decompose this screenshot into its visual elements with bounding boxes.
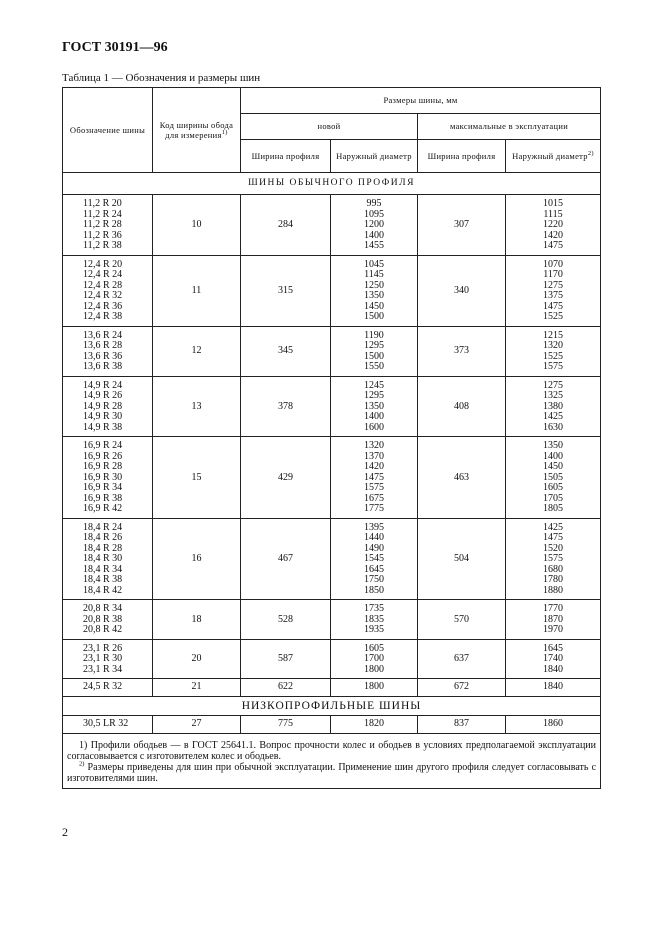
cell-value: 11,2 R 38 <box>83 240 122 251</box>
cell-value: 12,4 R 38 <box>83 311 123 322</box>
cell-value: 1400 <box>543 450 563 462</box>
cell-value: 18,4 R 28 <box>83 542 123 554</box>
cell-value: 1705 <box>543 492 563 504</box>
diameter-max-list <box>506 518 601 600</box>
tire-designation: 30,5 LR 32 <box>63 716 153 734</box>
cell-value: 1775 <box>364 503 384 514</box>
header-rim-code <box>153 88 241 173</box>
diameter-max-list <box>506 437 601 519</box>
width-new: 467 <box>241 518 331 600</box>
cell-value: 1505 <box>543 471 563 483</box>
cell-value: 16,9 R 34 <box>83 482 123 493</box>
footnote-ref-2: 2) <box>587 149 594 157</box>
table-row <box>63 195 601 256</box>
cell-value: 1190 <box>364 329 384 341</box>
cell-value: 1400 <box>364 229 384 241</box>
cell-value: 12,4 R 32 <box>83 290 123 301</box>
width-max: 373 <box>418 326 506 376</box>
cell-value: 1805 <box>543 503 563 514</box>
cell-value: 1840 <box>543 681 563 693</box>
cell-value: 18,4 R 26 <box>83 532 123 543</box>
width-max: 463 <box>418 437 506 519</box>
cell-value: 1780 <box>543 574 563 585</box>
cell-value: 1970 <box>543 624 563 635</box>
cell-value: 11,2 R 36 <box>83 229 122 241</box>
width-max: 637 <box>418 639 506 679</box>
footnote-ref-1: 1) <box>221 129 228 137</box>
cell-value: 1750 <box>364 574 384 585</box>
width-max: 837 <box>418 716 506 734</box>
cell-value: 1295 <box>364 340 384 351</box>
tire-designation-list <box>63 376 153 437</box>
section-low-profile: НИЗКОПРОФИЛЬНЫЕ ШИНЫ <box>63 697 601 716</box>
cell-value: 1275 <box>543 279 563 291</box>
diameter-new-list <box>331 195 418 256</box>
cell-value: 1850 <box>364 584 384 596</box>
cell-value: 1605 <box>543 482 563 493</box>
table-body <box>63 195 601 697</box>
cell-value: 1325 <box>543 390 563 401</box>
width-max: 504 <box>418 518 506 600</box>
cell-value: 1680 <box>543 563 563 575</box>
cell-value: 24,5 R 32 <box>83 681 123 693</box>
cell-value: 1545 <box>364 553 384 564</box>
cell-value: 23,1 R 26 <box>83 642 123 654</box>
cell-value: 1320 <box>364 440 384 451</box>
table-row <box>63 255 601 326</box>
rim-code: 21 <box>153 679 241 697</box>
width-new: 587 <box>241 639 331 679</box>
rim-code: 18 <box>153 600 241 640</box>
cell-value: 1245 <box>364 379 384 391</box>
tire-designation-list <box>63 195 153 256</box>
tire-designation-list <box>63 600 153 640</box>
cell-value: 1350 <box>364 290 384 301</box>
cell-value: 1605 <box>364 642 384 654</box>
cell-value: 1420 <box>543 229 563 241</box>
width-max: 340 <box>418 255 506 326</box>
cell-value: 1275 <box>543 379 563 391</box>
cell-value: 1425 <box>543 411 563 422</box>
cell-value: 1395 <box>364 521 384 533</box>
cell-value: 23,1 R 34 <box>83 663 123 675</box>
diameter-max-list <box>506 326 601 376</box>
cell-value: 18,4 R 34 <box>83 563 123 575</box>
table-row <box>63 600 601 640</box>
cell-value: 1450 <box>364 300 384 312</box>
cell-value: 1200 <box>364 219 384 230</box>
cell-value: 1450 <box>543 461 563 472</box>
cell-value: 16,9 R 26 <box>83 450 123 462</box>
cell-value: 20,8 R 34 <box>83 603 123 614</box>
cell-value: 1425 <box>543 521 563 533</box>
cell-value: 1500 <box>364 350 384 362</box>
cell-value: 1475 <box>543 300 563 312</box>
width-new: 622 <box>241 679 331 697</box>
document-header: ГОСТ 30191—96 <box>62 40 168 55</box>
cell-value: 14,9 R 28 <box>83 400 123 412</box>
table-row <box>63 639 601 679</box>
cell-value: 12,4 R 28 <box>83 279 123 291</box>
cell-value: 1600 <box>364 421 384 433</box>
cell-value: 23,1 R 30 <box>83 653 123 664</box>
cell-value: 1250 <box>364 279 384 291</box>
cell-value: 1525 <box>543 350 563 362</box>
diameter-max-list <box>506 255 601 326</box>
rim-code: 12 <box>153 326 241 376</box>
diameter-new-list <box>331 326 418 376</box>
tire-sizes-table <box>62 87 601 789</box>
cell-value: 1575 <box>543 361 563 372</box>
cell-value: 1400 <box>364 411 384 422</box>
cell-value: 1070 <box>543 258 563 270</box>
cell-value: 1630 <box>543 421 563 433</box>
width-max: 408 <box>418 376 506 437</box>
cell-value: 1520 <box>543 542 563 554</box>
width-new: 775 <box>241 716 331 734</box>
cell-value: 1095 <box>364 208 384 220</box>
cell-value: 14,9 R 26 <box>83 390 123 401</box>
cell-value: 1740 <box>543 653 563 664</box>
diameter-max-list <box>506 600 601 640</box>
cell-value: 12,4 R 20 <box>83 258 123 270</box>
cell-value: 14,9 R 30 <box>83 411 123 422</box>
tire-designation-list <box>63 639 153 679</box>
cell-value: 1490 <box>364 542 384 554</box>
diameter-new-list <box>331 376 418 437</box>
cell-value: 1935 <box>364 624 384 635</box>
tire-designation-list <box>63 255 153 326</box>
width-new: 284 <box>241 195 331 256</box>
cell-value: 16,9 R 30 <box>83 471 123 483</box>
diameter-max-list <box>506 639 601 679</box>
cell-value: 13,6 R 24 <box>83 329 123 341</box>
table-row <box>63 376 601 437</box>
cell-value: 1645 <box>364 563 384 575</box>
cell-value: 1800 <box>364 663 384 675</box>
cell-value: 1700 <box>364 653 384 664</box>
header-width-max: Ширина профиля <box>418 140 506 173</box>
cell-value: 1350 <box>364 400 384 412</box>
cell-value: 1835 <box>364 613 384 625</box>
header-width-new: Ширина профиля <box>241 140 331 173</box>
cell-value: 20,8 R 42 <box>83 624 123 635</box>
diameter-new-list <box>331 600 418 640</box>
cell-value: 1550 <box>364 361 384 372</box>
width-new: 528 <box>241 600 331 640</box>
cell-value: 1380 <box>543 400 563 412</box>
cell-value: 16,9 R 24 <box>83 440 123 451</box>
cell-value: 14,9 R 24 <box>83 379 123 391</box>
cell-value: 1375 <box>543 290 563 301</box>
cell-value: 1440 <box>364 532 384 543</box>
diameter-new: 1820 <box>331 716 418 734</box>
cell-value: 1770 <box>543 603 563 614</box>
cell-value: 995 <box>366 198 382 209</box>
tire-designation-list <box>63 437 153 519</box>
cell-value: 13,6 R 28 <box>83 340 123 351</box>
footnote-2-mark: 2) <box>79 760 85 768</box>
cell-value: 1500 <box>364 311 384 322</box>
cell-value: 1350 <box>543 440 563 451</box>
width-max: 570 <box>418 600 506 640</box>
rim-code: 20 <box>153 639 241 679</box>
header-designation: Обозначение шины <box>63 88 153 173</box>
cell-value: 18,4 R 24 <box>83 521 123 533</box>
cell-value: 1645 <box>543 642 563 654</box>
cell-value: 1045 <box>364 258 384 270</box>
tire-designation-list <box>63 326 153 376</box>
cell-value: 1215 <box>543 329 563 341</box>
rim-code: 10 <box>153 195 241 256</box>
width-new: 429 <box>241 437 331 519</box>
rim-code: 27 <box>153 716 241 734</box>
header-rim-code-label: Код ширины обода для измерения <box>159 119 234 140</box>
table-caption: Таблица 1 — Обозначения и размеры шин <box>62 72 261 84</box>
header-sizes: Размеры шины, мм <box>241 88 601 114</box>
header-diameter-max <box>506 140 601 173</box>
table-row <box>63 716 601 734</box>
width-new: 378 <box>241 376 331 437</box>
cell-value: 1145 <box>364 269 384 280</box>
table-row <box>63 326 601 376</box>
width-max: 307 <box>418 195 506 256</box>
cell-value: 1420 <box>364 461 384 472</box>
diameter-max-list <box>506 376 601 437</box>
cell-value: 1870 <box>543 613 563 625</box>
diameter-new-list <box>331 437 418 519</box>
diameter-new-list <box>331 679 418 697</box>
cell-value: 1370 <box>364 450 384 462</box>
cell-value: 13,6 R 38 <box>83 361 123 372</box>
cell-value: 1170 <box>543 269 563 280</box>
cell-value: 18,4 R 42 <box>83 584 123 596</box>
section-normal-profile: ШИНЫ ОБЫЧНОГО ПРОФИЛЯ <box>63 173 601 195</box>
cell-value: 1475 <box>543 532 563 543</box>
width-max: 672 <box>418 679 506 697</box>
cell-value: 13,6 R 36 <box>83 350 123 362</box>
cell-value: 11,2 R 20 <box>83 198 122 209</box>
footnote-2-text: Размеры приведены для шин при обычной эксплуатации. Применение шин другого профиля следует согласовывать с изготовителями шин. <box>67 762 597 784</box>
header-new: новой <box>241 114 418 140</box>
cell-value: 1295 <box>364 390 384 401</box>
cell-value: 16,9 R 38 <box>83 492 123 504</box>
rim-code: 13 <box>153 376 241 437</box>
cell-value: 11,2 R 28 <box>83 219 122 230</box>
cell-value: 1220 <box>543 219 563 230</box>
cell-value: 1320 <box>543 340 563 351</box>
cell-value: 1575 <box>364 482 384 493</box>
rim-code: 15 <box>153 437 241 519</box>
header-diameter-max-label: Наружный диаметр <box>512 150 588 161</box>
footnote-2 <box>67 762 596 784</box>
cell-value: 1735 <box>364 603 384 614</box>
table-row <box>63 679 601 697</box>
width-new: 345 <box>241 326 331 376</box>
cell-value: 1475 <box>543 240 563 251</box>
diameter-max: 1860 <box>506 716 601 734</box>
cell-value: 20,8 R 38 <box>83 613 123 625</box>
cell-value: 1675 <box>364 492 384 504</box>
diameter-new-list <box>331 639 418 679</box>
cell-value: 12,4 R 36 <box>83 300 123 312</box>
cell-value: 18,4 R 38 <box>83 574 123 585</box>
cell-value: 1475 <box>364 471 384 483</box>
table-row <box>63 518 601 600</box>
cell-value: 1575 <box>543 553 563 564</box>
footnote-1: 1) Профили ободьев — в ГОСТ 25641.1. Вопрос прочности колес и ободьев в условиях предполагаемой эксплуатации согласовывается с изготовителем колес и ободьев. <box>67 740 597 762</box>
cell-value: 12,4 R 24 <box>83 269 123 280</box>
cell-value: 1525 <box>543 311 563 322</box>
diameter-new-list <box>331 518 418 600</box>
width-new: 315 <box>241 255 331 326</box>
cell-value: 1880 <box>543 584 563 596</box>
header-diameter-new: Наружный диаметр <box>331 140 418 173</box>
diameter-max-list <box>506 679 601 697</box>
page-number: 2 <box>62 825 68 839</box>
cell-value: 1115 <box>543 208 563 220</box>
cell-value: 1840 <box>543 663 563 675</box>
cell-value: 14,9 R 38 <box>83 421 123 433</box>
cell-value: 16,9 R 42 <box>83 503 123 514</box>
cell-value: 16,9 R 28 <box>83 461 123 472</box>
tire-designation-list <box>63 679 153 697</box>
cell-value: 1455 <box>364 240 384 251</box>
cell-value: 1015 <box>543 198 563 209</box>
rim-code: 16 <box>153 518 241 600</box>
header-max-in-use: максимальные в эксплуатации <box>418 114 601 140</box>
cell-value: 11,2 R 24 <box>83 208 122 220</box>
diameter-max-list <box>506 195 601 256</box>
rim-code: 11 <box>153 255 241 326</box>
diameter-new-list <box>331 255 418 326</box>
cell-value: 1800 <box>364 681 384 693</box>
footnotes <box>63 734 601 789</box>
table-row <box>63 437 601 519</box>
cell-value: 18,4 R 30 <box>83 553 123 564</box>
tire-designation-list <box>63 518 153 600</box>
